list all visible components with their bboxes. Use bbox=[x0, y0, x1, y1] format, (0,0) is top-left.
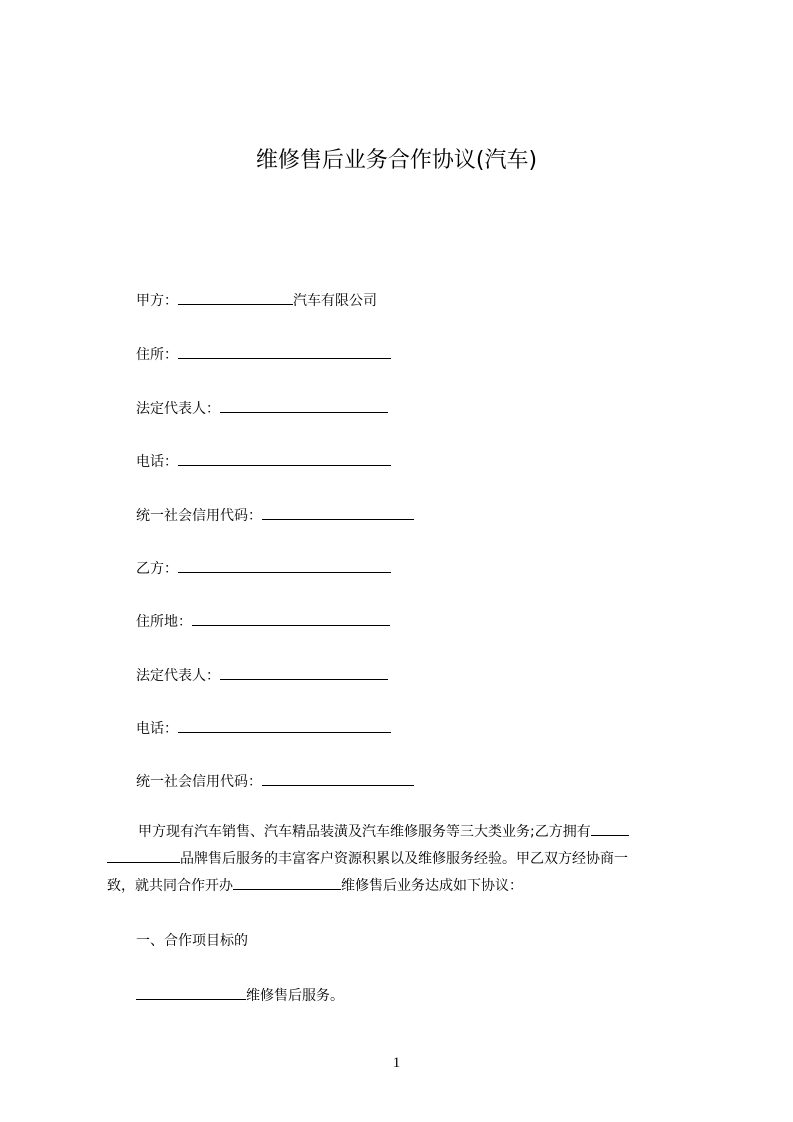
blank-line[interactable] bbox=[262, 771, 414, 786]
field-label: 住所地： bbox=[136, 614, 192, 630]
blank-line[interactable] bbox=[262, 505, 414, 520]
field-label: 甲方： bbox=[136, 293, 178, 309]
blank-line[interactable] bbox=[107, 848, 180, 863]
field-label: 法定代表人： bbox=[136, 401, 220, 417]
page-number: 1 bbox=[392, 1055, 401, 1071]
field-phone-b bbox=[136, 718, 391, 739]
field-credit-code-b bbox=[136, 771, 414, 792]
field-label: 电话： bbox=[136, 721, 178, 737]
field-suffix: 汽车有限公司 bbox=[293, 293, 377, 309]
field-label: 住所： bbox=[136, 347, 178, 363]
section-body-text: 维修售后服务。 bbox=[246, 988, 344, 1004]
field-legal-rep-a bbox=[136, 398, 388, 419]
field-label: 统一社会信用代码： bbox=[136, 508, 262, 524]
blank-line[interactable] bbox=[220, 665, 388, 680]
blank-line[interactable] bbox=[178, 290, 293, 305]
intro-line-3a: 致，就共同合作开办 bbox=[107, 878, 233, 894]
blank-line[interactable] bbox=[178, 344, 391, 359]
field-label: 法定代表人： bbox=[136, 668, 220, 684]
blank-line[interactable] bbox=[220, 398, 388, 413]
blank-line[interactable] bbox=[233, 875, 341, 890]
blank-line[interactable] bbox=[178, 558, 391, 573]
document-title: 维修售后业务合作协议(汽车) bbox=[255, 148, 538, 173]
field-label: 统一社会信用代码： bbox=[136, 774, 262, 790]
intro-paragraph bbox=[107, 819, 699, 900]
field-label: 电话： bbox=[136, 454, 178, 470]
intro-line-3b: 维修售后业务达成如下协议： bbox=[341, 878, 523, 894]
field-address-b bbox=[136, 611, 390, 632]
field-party-b bbox=[136, 558, 391, 579]
field-label: 乙方： bbox=[136, 561, 178, 577]
blank-line[interactable] bbox=[178, 451, 391, 466]
blank-line[interactable] bbox=[178, 718, 391, 733]
field-credit-code-a bbox=[136, 505, 414, 526]
section-heading: 一、合作项目标的 bbox=[136, 933, 248, 949]
intro-line-1: 甲方现有汽车销售、汽车精品装潢及汽车维修服务等三大类业务;乙方拥有 bbox=[138, 824, 591, 840]
section-body bbox=[136, 985, 344, 1006]
field-party-a bbox=[136, 290, 377, 311]
blank-line[interactable] bbox=[192, 611, 390, 626]
field-phone-a bbox=[136, 451, 391, 472]
field-legal-rep-b bbox=[136, 665, 388, 686]
intro-line-2: 品牌售后服务的丰富客户资源积累以及维修服务经验。甲乙双方经协商一 bbox=[180, 851, 628, 867]
blank-line[interactable] bbox=[136, 985, 246, 1000]
field-address-a bbox=[136, 344, 391, 365]
blank-line[interactable] bbox=[591, 821, 629, 836]
